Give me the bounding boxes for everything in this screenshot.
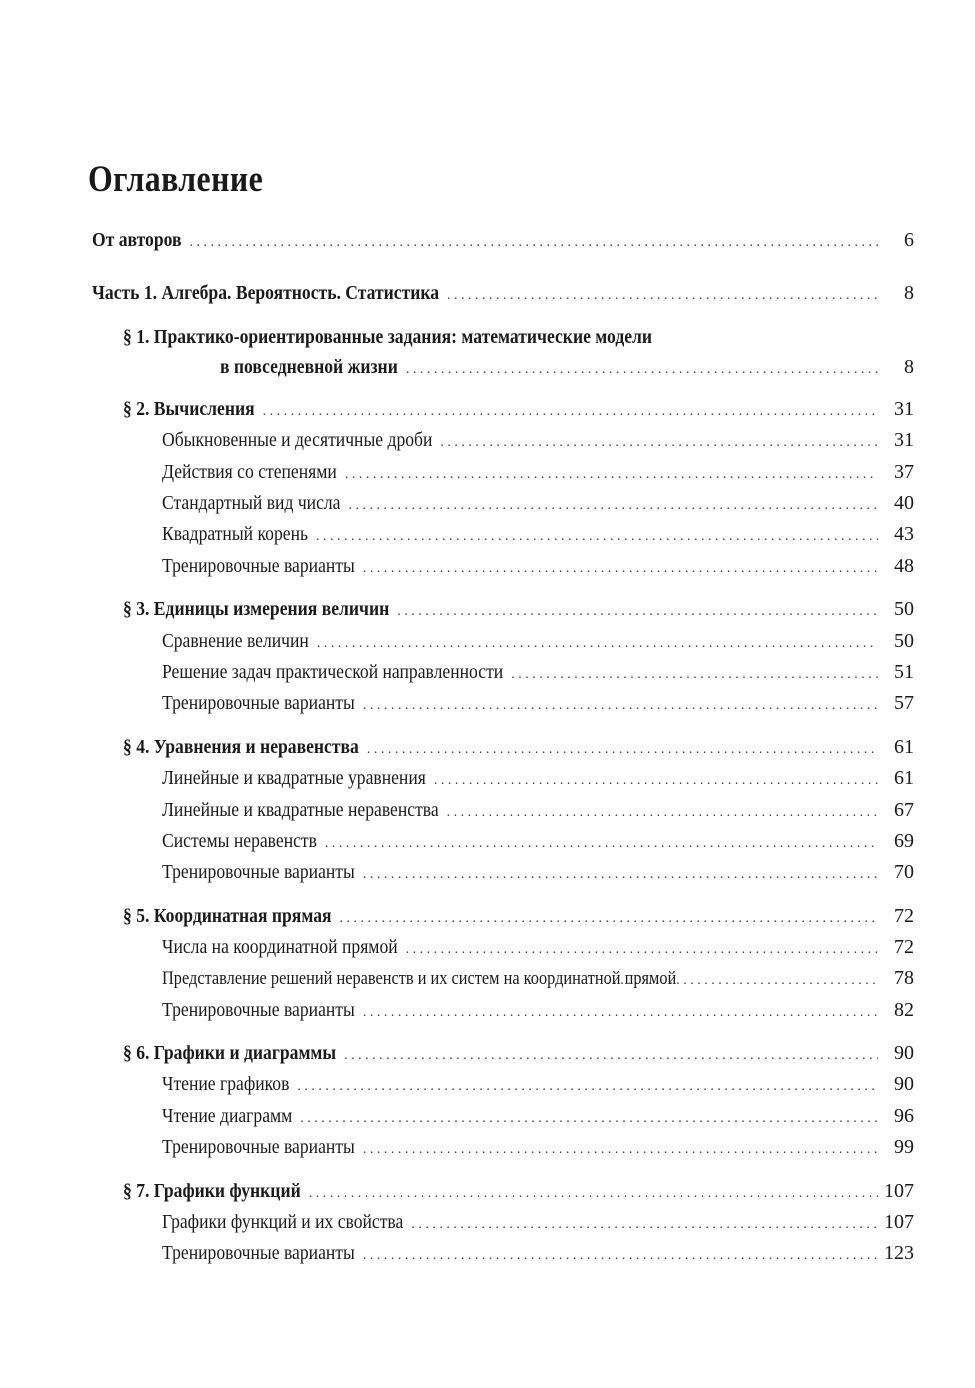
toc-page-number: 69 (894, 830, 914, 852)
toc-subitem[interactable] (162, 459, 914, 485)
toc-subitem[interactable] (162, 553, 914, 579)
toc-subitem[interactable] (162, 427, 914, 453)
toc-page-number: 99 (894, 1136, 914, 1158)
toc-page-number: 61 (894, 736, 914, 758)
leader-dots (447, 800, 878, 826)
toc-subitem[interactable] (162, 521, 914, 547)
leader-dots (317, 631, 878, 657)
toc-page-number: 90 (894, 1042, 914, 1064)
toc-page-number: 51 (894, 661, 914, 683)
toc-page-number: 70 (894, 861, 914, 883)
leader-dots (349, 493, 879, 519)
leader-dots (363, 1243, 878, 1269)
toc-label: § 5. Координатная прямая (123, 905, 332, 927)
toc-section-5[interactable] (123, 903, 914, 929)
toc-section-7[interactable] (123, 1178, 914, 1204)
leader-dots (345, 462, 878, 488)
leader-dots (263, 399, 878, 425)
toc-label: Тренировочные варианты (162, 555, 355, 577)
toc-label: Обыкновенные и десятичные дроби (162, 429, 433, 451)
toc-label: Линейные и квадратные уравнения (162, 767, 426, 789)
toc-label: Тренировочные варианты (162, 1136, 355, 1158)
leader-dots (189, 230, 878, 256)
leader-dots (325, 831, 878, 857)
toc-subitem[interactable] (162, 828, 914, 854)
leader-dots (367, 737, 878, 763)
toc-page-number: 43 (894, 523, 914, 545)
toc-page-number: 123 (884, 1242, 914, 1264)
leader-dots (363, 1137, 878, 1163)
toc-subitem[interactable] (162, 1071, 914, 1097)
toc-page-number: 50 (894, 630, 914, 652)
toc-label: Числа на координатной прямой (162, 936, 398, 958)
toc-page-number: 31 (894, 429, 914, 451)
toc-subitem[interactable] (162, 490, 914, 516)
toc-label: Графики функций и их свойства (162, 1211, 404, 1233)
leader-dots (406, 937, 878, 963)
toc-page-number: 37 (894, 461, 914, 483)
toc-label: Тренировочные варианты (162, 1242, 355, 1264)
toc-label: § 7. Графики функций (123, 1180, 301, 1202)
leader-dots (363, 862, 878, 888)
toc-section-6[interactable] (123, 1040, 914, 1066)
leader-dots (511, 662, 878, 688)
toc-label: Тренировочные варианты (162, 692, 355, 714)
toc-subitem[interactable] (162, 1209, 914, 1235)
toc-page-number: 31 (894, 398, 914, 420)
leader-dots (447, 283, 878, 309)
toc-label: в повседневной жизни (220, 356, 398, 378)
leader-dots (340, 906, 878, 932)
leader-dots (316, 524, 878, 550)
toc-label: § 3. Единицы измерения величин (123, 598, 390, 620)
toc-page-number: 107 (884, 1180, 914, 1202)
toc-label: Чтение диаграмм (162, 1105, 293, 1127)
leader-dots (309, 1181, 878, 1207)
toc-section-4[interactable] (123, 734, 914, 760)
toc-label: § 6. Графики и диаграммы (123, 1042, 337, 1064)
leader-dots (363, 1000, 878, 1026)
toc-section-1-line2[interactable] (220, 354, 914, 380)
toc-page-number: 48 (894, 555, 914, 577)
toc-label: Системы неравенств (162, 830, 317, 852)
toc-page-number: 107 (884, 1211, 914, 1233)
toc-subitem[interactable] (162, 1103, 914, 1129)
toc-entry-from-authors[interactable] (92, 227, 914, 253)
toc-page-number: 57 (894, 692, 914, 714)
toc-page-number: 50 (894, 598, 914, 620)
toc-label: Действия со степенями (162, 461, 337, 483)
leader-dots (363, 556, 878, 582)
leader-dots (300, 1106, 878, 1132)
toc-subitem[interactable] (162, 628, 914, 654)
toc-page-number: 40 (894, 492, 914, 514)
toc-label: Стандартный вид числа (162, 492, 341, 514)
toc-label: Тренировочные варианты (162, 999, 355, 1021)
leader-dots (411, 1212, 878, 1238)
toc-label: Решение задач практической направленности (162, 661, 504, 683)
toc-label: § 1. Практико-ориентированные задания: математические модели (123, 326, 653, 348)
toc-subitem[interactable] (162, 765, 914, 791)
toc-page-number: 8 (904, 282, 914, 304)
toc-page-number: 6 (904, 229, 914, 251)
toc-subitem[interactable] (162, 934, 914, 960)
leader-dots (397, 599, 878, 625)
leader-dots (363, 693, 878, 719)
leader-dots (440, 430, 878, 456)
toc-label: Линейные и квадратные неравенства (162, 799, 439, 821)
page-title: Оглавление (88, 159, 264, 200)
toc-section-2[interactable] (123, 396, 914, 422)
toc-label: Тренировочные варианты (162, 861, 355, 883)
toc-page-number: 8 (904, 356, 914, 378)
leader-dots (344, 1043, 878, 1069)
toc-subitem[interactable] (162, 659, 914, 685)
toc-page-number: 78 (894, 967, 914, 989)
leader-dots (434, 768, 878, 794)
toc-page-number: 72 (894, 905, 914, 927)
toc-subitem[interactable] (162, 690, 914, 716)
toc-entry-part-1[interactable] (92, 280, 914, 306)
toc-label: § 4. Уравнения и неравенства (123, 736, 359, 758)
toc-subitem[interactable] (162, 1134, 914, 1160)
toc-subitem[interactable] (162, 965, 914, 991)
toc-section-3[interactable] (123, 596, 914, 622)
toc-page-number: 96 (894, 1105, 914, 1127)
toc-label: Чтение графиков (162, 1073, 290, 1095)
toc-section-1-line1[interactable] (123, 324, 914, 350)
toc-label: Квадратный корень (162, 523, 309, 545)
toc-subitem[interactable] (162, 997, 914, 1023)
leader-dots (297, 1074, 878, 1100)
toc-subitem[interactable] (162, 797, 914, 823)
toc-label: Представление решений неравенств и их систем на координатной прямой (162, 968, 677, 989)
toc-label: Часть 1. Алгебра. Вероятность. Статистика (92, 282, 440, 304)
toc-label: Сравнение величин (162, 630, 309, 652)
toc-page-number: 82 (894, 999, 914, 1021)
toc-page-number: 61 (894, 767, 914, 789)
toc-page-number: 90 (894, 1073, 914, 1095)
toc-page-number: 72 (894, 936, 914, 958)
leader-dots (406, 357, 878, 383)
toc-page-number: 67 (894, 799, 914, 821)
toc-subitem[interactable] (162, 859, 914, 885)
toc-subitem[interactable] (162, 1240, 914, 1266)
toc-label: § 2. Вычисления (123, 398, 255, 420)
toc-label: От авторов (92, 229, 182, 251)
